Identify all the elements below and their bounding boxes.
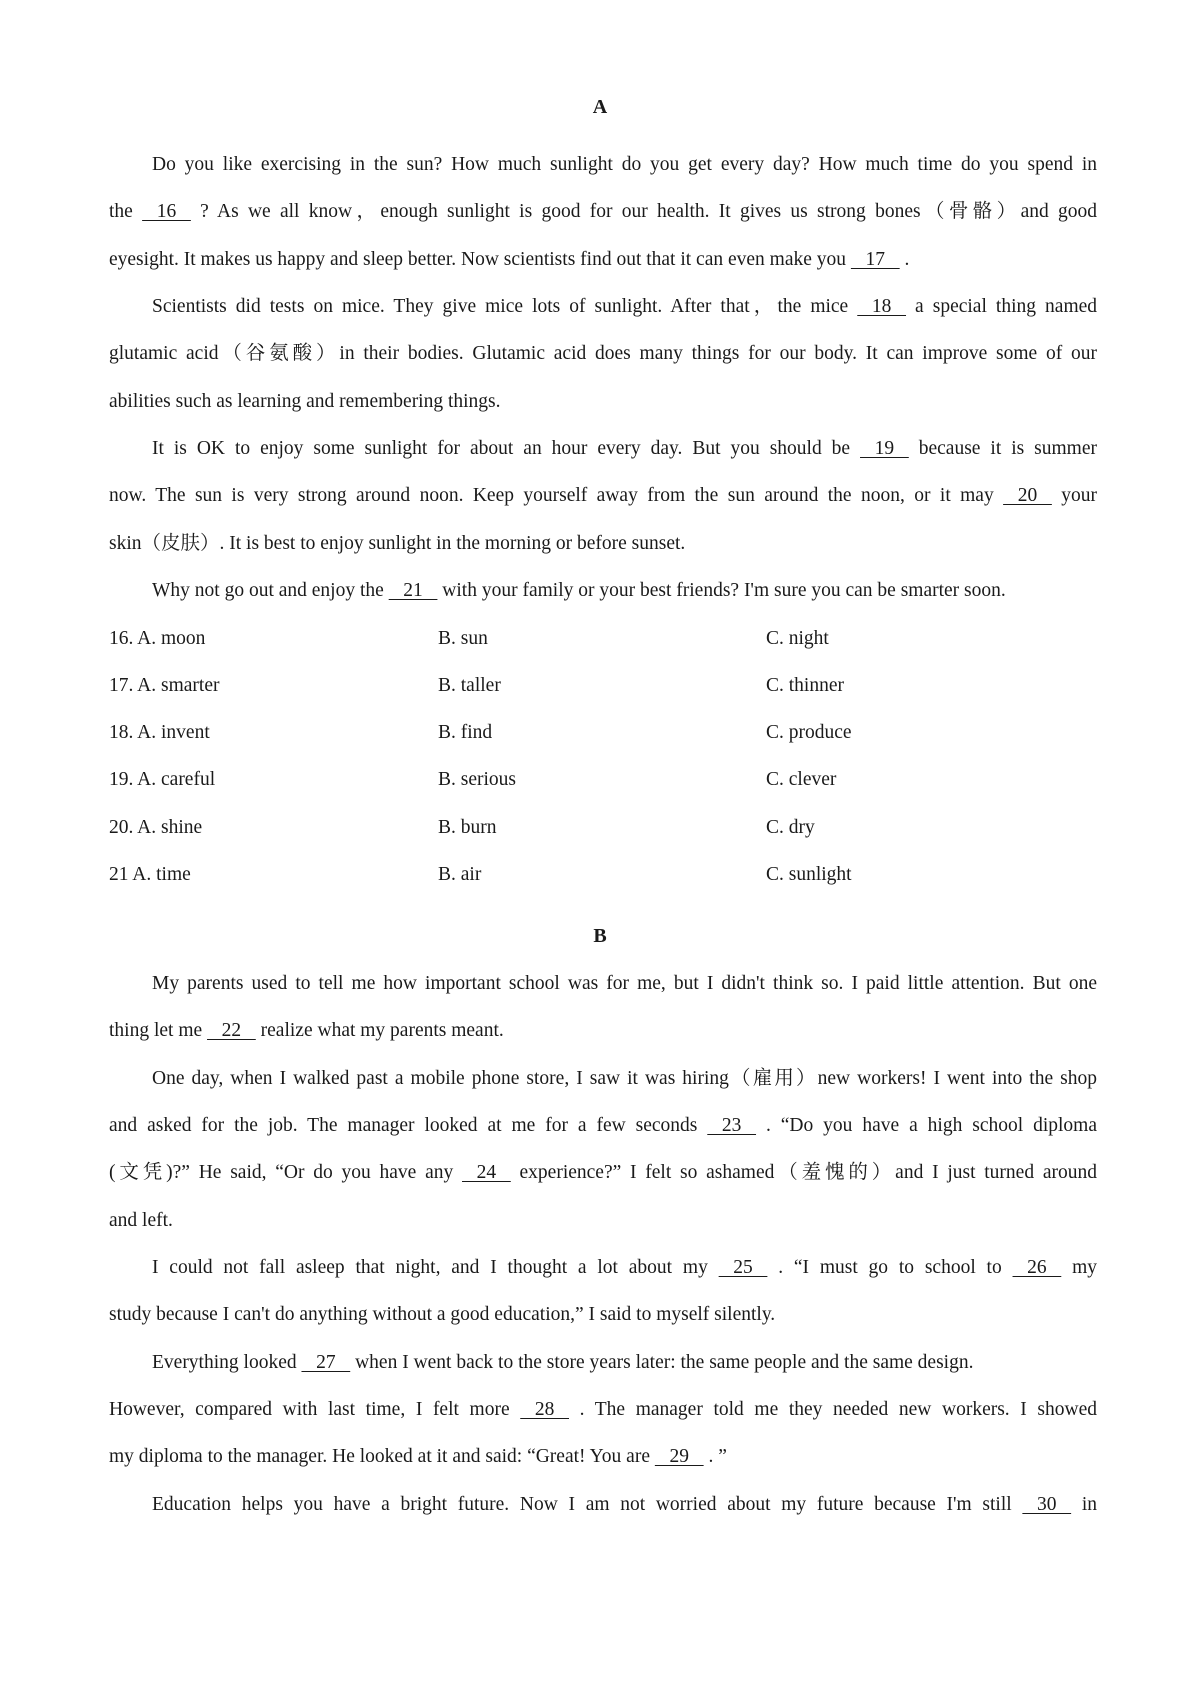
passage-text: Education helps you have a bright future. Now I am not worried about my future because I'm still (152, 1494, 1023, 1515)
passage-text: Do you like exercising in the sun? How much sunlight do you get every day? How much time do you spend in (152, 154, 1097, 175)
passage-line (109, 483, 1097, 509)
passage-text: ? As we all know，enough sunlight is good for our health. It gives us strong bones（骨骼）and good (190, 201, 1098, 222)
passage-line (152, 1492, 1097, 1518)
passage-text: It is OK to enjoy some sunlight for about an hour every day. But you should be (152, 438, 861, 459)
passage-line (109, 1302, 1097, 1328)
passage-text: my diploma to the manager. He looked at it and said: “Great! You are (109, 1446, 655, 1467)
passage-text: skin（皮肤）. It is best to enjoy sunlight in the morning or before sunset. (109, 533, 686, 554)
passage-line (152, 436, 1097, 462)
blank-21: 21 (388, 580, 438, 601)
passage-text: with your family or your best friends? I'm sure you can be smarter soon. (437, 580, 1006, 601)
section-a-title: A (592, 96, 608, 118)
passage-text: your (1051, 485, 1097, 506)
passage-line (109, 1113, 1097, 1139)
option-18-a: 18. A. invent (109, 722, 210, 743)
passage-line (109, 1444, 1097, 1470)
option-17-c: C. thinner (766, 675, 844, 696)
passage-text: the (109, 201, 143, 222)
passage-text: Why not go out and enjoy the (152, 580, 389, 601)
passage-text: realize what my parents meant. (255, 1020, 504, 1041)
blank-25: 25 (718, 1257, 768, 1278)
passage-text: I could not fall asleep that night, and I thought a lot about my (152, 1257, 719, 1278)
option-17-a: 17. A. smarter (109, 675, 220, 696)
option-18-c: C. produce (766, 722, 852, 743)
blank-29: 29 (654, 1446, 704, 1467)
option-16-b: B. sun (438, 628, 488, 649)
passage-line (109, 341, 1097, 367)
blank-24: 24 (462, 1162, 511, 1183)
passage-text: . “I must go to school to (767, 1257, 1013, 1278)
blank-19: 19 (860, 438, 909, 459)
passage-text: eyesight. It makes us happy and sleep better. Now scientists find out that it can even make you (109, 249, 851, 270)
option-21-b: B. air (438, 864, 482, 885)
blank-18: 18 (857, 296, 907, 317)
passage-text: and left. (109, 1210, 173, 1231)
passage-line (109, 1160, 1097, 1186)
passage-text: my (1061, 1257, 1098, 1278)
passage-text: when I went back to the store years later: the same people and the same design. (350, 1352, 974, 1373)
option-21-c: C. sunlight (766, 864, 852, 885)
passage-text: thing let me (109, 1020, 208, 1041)
passage-text: . “Do you have a high school diploma (756, 1115, 1097, 1136)
passage-text: because it is summer (908, 438, 1097, 459)
option-19-c: C. clever (766, 769, 837, 790)
passage-text: Everything looked (152, 1352, 302, 1373)
passage-text: My parents used to tell me how important school was for me, but I didn't think so. I paid little attention. But one (152, 973, 1097, 994)
option-19-a: 19. A. careful (109, 769, 216, 790)
passage-text: glutamic acid（谷氨酸）in their bodies. Glutamic acid does many things for our body. It can improve some of our (109, 343, 1097, 364)
passage-text: abilities such as learning and remembering things. (109, 391, 501, 412)
passage-text: . The manager told me they needed new workers. I showed (569, 1399, 1097, 1420)
blank-16: 16 (142, 201, 191, 222)
passage-line (109, 389, 1097, 415)
option-17-b: B. taller (438, 675, 501, 696)
option-20-a: 20. A. shine (109, 817, 203, 838)
blank-17: 17 (850, 249, 900, 270)
option-21-a: 21 A. time (109, 864, 191, 885)
option-18-b: B. find (438, 722, 493, 743)
passage-text: One day, when I walked past a mobile phone store, I saw it was hiring（雇用）new workers! I went into the shop (152, 1068, 1097, 1089)
passage-line (152, 294, 1097, 320)
option-19-b: B. serious (438, 769, 516, 790)
passage-line (152, 578, 1097, 604)
blank-30: 30 (1022, 1494, 1072, 1515)
passage-text: study because I can't do anything without a good education,” I said to myself silently. (109, 1304, 776, 1325)
passage-line (152, 1255, 1097, 1281)
blank-27: 27 (301, 1352, 351, 1373)
option-16-a: 16. A. moon (109, 628, 206, 649)
passage-text: . ” (703, 1446, 727, 1467)
passage-text: However, compared with last time, I felt more (109, 1399, 521, 1420)
passage-line (152, 152, 1097, 178)
passage-text: (文凭)?” He said, “Or do you have any (109, 1162, 463, 1183)
passage-line (109, 531, 1097, 557)
section-b-title: B (593, 925, 607, 947)
passage-line (109, 199, 1097, 225)
option-16-c: C. night (766, 628, 829, 649)
passage-line (109, 1018, 1097, 1044)
blank-26: 26 (1012, 1257, 1062, 1278)
blank-20: 20 (1003, 485, 1052, 506)
passage-text: now. The sun is very strong around noon. Keep yourself away from the sun around the noon, or it may (109, 485, 1004, 506)
passage-text: in (1071, 1494, 1097, 1515)
passage-text: Scientists did tests on mice. They give mice lots of sunlight. After that，the mice (152, 296, 858, 317)
passage-text: a special thing named (906, 296, 1098, 317)
passage-line (109, 1208, 1097, 1234)
passage-text: . (899, 249, 910, 270)
passage-line (152, 1350, 1097, 1376)
blank-23: 23 (707, 1115, 757, 1136)
blank-28: 28 (520, 1399, 569, 1420)
passage-line (152, 971, 1097, 997)
passage-line (109, 1397, 1097, 1423)
passage-line (109, 247, 1097, 273)
option-20-c: C. dry (766, 817, 815, 838)
passage-text: experience?” I felt so ashamed（羞愧的）and I just turned around (510, 1162, 1097, 1183)
blank-22: 22 (207, 1020, 256, 1041)
passage-text: and asked for the job. The manager looked at me for a few seconds (109, 1115, 708, 1136)
passage-line (152, 1066, 1097, 1092)
option-20-b: B. burn (438, 817, 497, 838)
